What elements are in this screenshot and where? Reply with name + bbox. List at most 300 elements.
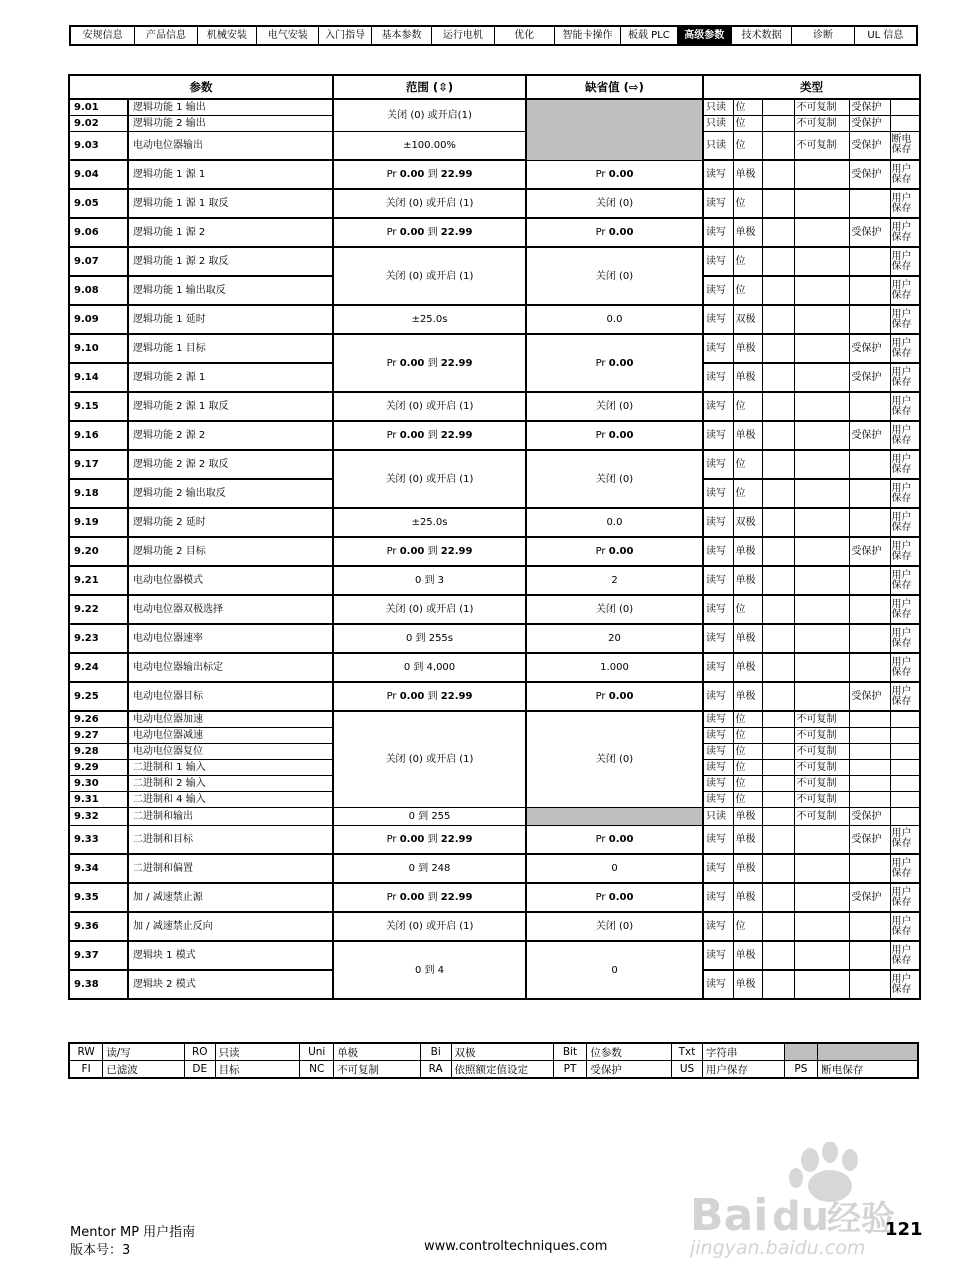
type-attribute	[890, 727, 920, 743]
nav-tab[interactable]: 基本参数	[372, 27, 432, 44]
pr-prefix: Pr	[386, 357, 397, 369]
type-attribute: 位	[733, 450, 762, 479]
type-attribute: 单极	[733, 421, 762, 450]
type-attribute: 受保护	[849, 131, 890, 160]
param-default: 关闭 (0)	[526, 189, 703, 218]
param-number: 9.20	[69, 537, 128, 566]
default-unavailable	[526, 99, 703, 160]
parameter-table	[68, 74, 921, 1000]
type-attribute: 单极	[733, 624, 762, 653]
param-name: 电动电位器输出标定	[128, 653, 333, 682]
type-attribute	[794, 276, 849, 305]
type-attribute	[762, 791, 794, 807]
param-name: 逻辑功能 1 源 1 取反	[128, 189, 333, 218]
param-range: 0 到 4	[333, 941, 526, 999]
type-attribute: 不可复制	[794, 791, 849, 807]
type-attribute: 读写	[703, 912, 733, 941]
param-range	[333, 334, 526, 392]
type-attribute	[762, 247, 794, 276]
type-attribute: 用户保存	[890, 508, 920, 537]
param-name: 电动电位器减速	[128, 727, 333, 743]
type-attribute: 单极	[733, 883, 762, 912]
type-attribute: 读写	[703, 791, 733, 807]
param-number: 9.02	[69, 115, 128, 131]
type-attribute: 读写	[703, 653, 733, 682]
type-attribute: 位	[733, 775, 762, 791]
param-name: 逻辑功能 2 输出	[128, 115, 333, 131]
type-attribute	[794, 392, 849, 421]
table-row	[69, 595, 920, 624]
legend-abbreviation: RO	[184, 1043, 215, 1061]
type-attribute: 单极	[733, 334, 762, 363]
type-attribute: 位	[733, 247, 762, 276]
type-attribute: 用户保存	[890, 421, 920, 450]
param-default	[526, 218, 703, 247]
svg-text:jingyan.baidu.com: jingyan.baidu.com	[690, 1237, 866, 1259]
type-attribute: 用户保存	[890, 825, 920, 854]
param-name: 逻辑功能 1 源 2 取反	[128, 247, 333, 276]
param-name: 逻辑功能 1 源 2	[128, 218, 333, 247]
param-name: 电动电位器复位	[128, 743, 333, 759]
type-attribute	[849, 508, 890, 537]
table-row	[69, 854, 920, 883]
type-attribute	[762, 759, 794, 775]
table-row	[69, 566, 920, 595]
type-attribute	[794, 825, 849, 854]
type-attribute: 不可复制	[794, 775, 849, 791]
legend-abbreviation: FI	[69, 1061, 103, 1079]
type-attribute: 受保护	[849, 825, 890, 854]
param-name: 电动电位器模式	[128, 566, 333, 595]
param-range	[333, 825, 526, 854]
type-attribute	[849, 305, 890, 334]
top-navigation	[69, 25, 918, 46]
pr-prefix: Pr	[595, 357, 606, 369]
type-attribute	[794, 854, 849, 883]
type-attribute: 位	[733, 115, 762, 131]
param-default: 关闭 (0)	[526, 711, 703, 807]
type-attribute	[849, 727, 890, 743]
param-range: ±25.0s	[333, 508, 526, 537]
param-number: 9.24	[69, 653, 128, 682]
pr-default: 0.00	[608, 357, 634, 369]
pr-max: 22.99	[440, 430, 473, 441]
param-default: 关闭 (0)	[526, 392, 703, 421]
type-attribute: 读写	[703, 508, 733, 537]
type-attribute	[890, 99, 920, 115]
pr-default: 0.00	[608, 833, 634, 845]
param-default	[526, 334, 703, 392]
param-range	[333, 160, 526, 189]
table-row	[69, 682, 920, 711]
param-number: 9.26	[69, 711, 128, 727]
param-number: 9.25	[69, 682, 128, 711]
type-attribute	[794, 189, 849, 218]
pr-prefix: Pr	[386, 430, 397, 441]
type-attribute	[794, 682, 849, 711]
type-attribute	[849, 941, 890, 970]
param-default: 0	[526, 941, 703, 999]
type-attribute	[849, 189, 890, 218]
legend-abbreviation: PT	[553, 1061, 587, 1079]
nav-tab[interactable]: 机械安装	[198, 27, 257, 44]
type-attribute: 读写	[703, 682, 733, 711]
param-name: 二进制和 2 输入	[128, 775, 333, 791]
pr-max: 22.99	[440, 892, 473, 903]
type-attribute	[890, 775, 920, 791]
pr-prefix: Pr	[386, 546, 397, 557]
type-attribute	[794, 334, 849, 363]
param-number: 9.36	[69, 912, 128, 941]
type-attribute	[762, 854, 794, 883]
type-attribute: 受保护	[849, 334, 890, 363]
legend-abbreviation: PS	[784, 1061, 818, 1079]
type-attribute	[762, 160, 794, 189]
type-attribute	[794, 479, 849, 508]
type-attribute	[849, 970, 890, 999]
pr-max: 22.99	[440, 691, 473, 702]
type-attribute: 受保护	[849, 682, 890, 711]
type-attribute: 读写	[703, 334, 733, 363]
param-name: 电动电位器输出	[128, 131, 333, 160]
param-range	[333, 421, 526, 450]
type-attribute	[794, 421, 849, 450]
type-attribute	[849, 653, 890, 682]
type-attribute: 单极	[733, 825, 762, 854]
svg-text:du: du	[772, 1194, 830, 1240]
type-attribute: 位	[733, 595, 762, 624]
footer-document-title: Mentor MP 用户指南	[70, 1225, 196, 1240]
type-attribute: 只读	[703, 99, 733, 115]
pr-min: 0.00	[399, 357, 425, 369]
pr-min: 0.00	[399, 691, 425, 702]
type-attribute: 位	[733, 99, 762, 115]
param-default: 0.0	[526, 305, 703, 334]
param-number: 9.05	[69, 189, 128, 218]
type-attribute	[762, 682, 794, 711]
nav-tab[interactable]: 优化	[495, 27, 555, 44]
page-number: 121	[885, 1219, 923, 1240]
type-attribute: 用户保存	[890, 912, 920, 941]
type-attribute: 位	[733, 276, 762, 305]
nav-tab[interactable]: 安规信息	[71, 27, 135, 44]
baidu-jingyan-watermark	[690, 1142, 905, 1260]
type-attribute	[762, 595, 794, 624]
legend-meaning: 双极	[451, 1043, 553, 1061]
type-attribute	[762, 363, 794, 392]
param-number: 9.22	[69, 595, 128, 624]
pr-max: 22.99	[440, 546, 473, 557]
pr-min: 0.00	[399, 169, 425, 180]
type-attribute	[762, 743, 794, 759]
table-row	[69, 537, 920, 566]
type-attribute	[762, 775, 794, 791]
type-attribute: 读写	[703, 450, 733, 479]
type-attribute: 受保护	[849, 363, 890, 392]
type-attribute: 读写	[703, 160, 733, 189]
nav-tab[interactable]: 电气安装	[257, 27, 319, 44]
param-number: 9.09	[69, 305, 128, 334]
legend-meaning: 字符串	[702, 1043, 784, 1061]
param-number: 9.04	[69, 160, 128, 189]
pr-max: 22.99	[440, 169, 473, 180]
param-name: 加 / 减速禁止反向	[128, 912, 333, 941]
param-range: 关闭 (0) 或开启 (1)	[333, 189, 526, 218]
type-attribute	[762, 912, 794, 941]
table-row	[69, 421, 920, 450]
param-range	[333, 682, 526, 711]
type-attribute: 用户保存	[890, 883, 920, 912]
type-attribute: 读写	[703, 479, 733, 508]
param-default	[526, 160, 703, 189]
type-attribute	[762, 883, 794, 912]
nav-tab[interactable]: 诊断	[792, 27, 854, 44]
param-number: 9.01	[69, 99, 128, 115]
type-attribute: 不可复制	[794, 807, 849, 825]
param-name: 逻辑功能 1 延时	[128, 305, 333, 334]
legend-blank	[818, 1043, 918, 1061]
pr-prefix: Pr	[595, 227, 606, 238]
type-attribute	[794, 653, 849, 682]
param-name: 逻辑功能 1 输出取反	[128, 276, 333, 305]
type-attribute: 用户保存	[890, 363, 920, 392]
table-row	[69, 941, 920, 970]
pr-prefix: Pr	[595, 892, 606, 903]
table-row	[69, 189, 920, 218]
type-attribute: 受保护	[849, 160, 890, 189]
param-number: 9.21	[69, 566, 128, 595]
nav-tab[interactable]: 技术数据	[732, 27, 792, 44]
pr-to: 到	[427, 169, 438, 180]
type-attribute: 用户保存	[890, 537, 920, 566]
type-attribute	[762, 727, 794, 743]
type-attribute	[890, 791, 920, 807]
pr-min: 0.00	[399, 833, 425, 845]
table-row	[69, 883, 920, 912]
type-attribute	[762, 566, 794, 595]
table-row	[69, 305, 920, 334]
legend-blank	[784, 1043, 818, 1061]
nav-tab[interactable]: 运行电机	[432, 27, 494, 44]
type-attribute	[849, 759, 890, 775]
type-attribute	[890, 759, 920, 775]
param-name: 逻辑功能 2 源 1	[128, 363, 333, 392]
param-range: ±100.00%	[333, 131, 526, 160]
param-name: 电动电位器双极选择	[128, 595, 333, 624]
type-attribute	[849, 392, 890, 421]
nav-tab[interactable]: 智能卡操作	[555, 27, 621, 44]
type-attribute: 读写	[703, 854, 733, 883]
type-attribute: 读写	[703, 743, 733, 759]
param-number: 9.29	[69, 759, 128, 775]
type-attribute: 用户保存	[890, 479, 920, 508]
legend-meaning: 用户保存	[702, 1061, 784, 1079]
nav-tab[interactable]: 高级参数	[678, 27, 732, 44]
type-attribute	[762, 99, 794, 115]
type-attribute	[794, 305, 849, 334]
table-row	[69, 450, 920, 479]
type-attribute: 单极	[733, 160, 762, 189]
pr-to: 到	[427, 892, 438, 903]
param-name: 逻辑功能 2 源 2 取反	[128, 450, 333, 479]
type-attribute	[794, 941, 849, 970]
type-attribute	[849, 276, 890, 305]
type-attribute	[794, 912, 849, 941]
pr-prefix: Pr	[386, 227, 397, 238]
type-attribute: 读写	[703, 883, 733, 912]
pr-prefix: Pr	[386, 169, 397, 180]
type-attribute	[762, 131, 794, 160]
type-attribute: 双极	[733, 508, 762, 537]
legend-abbreviation: RA	[420, 1061, 451, 1079]
type-attribute: 读写	[703, 247, 733, 276]
footer-url-link[interactable]: www.controltechniques.com	[424, 1239, 608, 1254]
table-row	[69, 653, 920, 682]
param-default: 0	[526, 854, 703, 883]
type-attribute: 位	[733, 791, 762, 807]
nav-tab[interactable]: UL 信息	[867, 30, 904, 41]
type-attribute	[762, 807, 794, 825]
param-range: 0 到 3	[333, 566, 526, 595]
param-range	[333, 537, 526, 566]
type-attribute: 不可复制	[794, 759, 849, 775]
pr-min: 0.00	[399, 430, 425, 441]
type-attribute: 不可复制	[794, 99, 849, 115]
type-attribute: 受保护	[849, 99, 890, 115]
nav-tab[interactable]: 产品信息	[135, 27, 197, 44]
default-unavailable	[526, 807, 703, 825]
type-attribute	[762, 421, 794, 450]
legend-row	[69, 1043, 918, 1061]
type-attribute: 读写	[703, 189, 733, 218]
legend-meaning: 读/写	[103, 1043, 185, 1061]
param-name: 二进制和目标	[128, 825, 333, 854]
type-attribute: 单极	[733, 218, 762, 247]
legend-abbreviation: Uni	[300, 1043, 334, 1061]
param-name: 逻辑功能 1 目标	[128, 334, 333, 363]
type-attribute: 不可复制	[794, 115, 849, 131]
type-attribute	[762, 392, 794, 421]
type-attribute: 读写	[703, 537, 733, 566]
type-attribute	[794, 970, 849, 999]
table-header-row	[69, 75, 920, 99]
param-default: 1.000	[526, 653, 703, 682]
type-attribute	[849, 711, 890, 727]
type-attribute: 读写	[703, 759, 733, 775]
type-attribute	[762, 653, 794, 682]
param-number: 9.15	[69, 392, 128, 421]
type-attribute	[890, 115, 920, 131]
pr-prefix: Pr	[595, 430, 606, 441]
param-number: 9.32	[69, 807, 128, 825]
pr-to: 到	[427, 691, 438, 702]
type-attribute	[849, 912, 890, 941]
type-attribute	[794, 624, 849, 653]
type-attribute	[794, 160, 849, 189]
table-row	[69, 825, 920, 854]
param-name: 逻辑功能 2 延时	[128, 508, 333, 537]
legend-abbreviation: NC	[300, 1061, 334, 1079]
type-attribute	[762, 711, 794, 727]
type-attribute	[794, 218, 849, 247]
type-attribute	[794, 247, 849, 276]
param-number: 9.38	[69, 970, 128, 999]
type-attribute: 单极	[733, 537, 762, 566]
type-attribute: 单极	[733, 653, 762, 682]
type-attribute: 读写	[703, 566, 733, 595]
type-attribute: 受保护	[849, 807, 890, 825]
param-range: 关闭 (0) 或开启 (1)	[333, 595, 526, 624]
type-attribute: 读写	[703, 218, 733, 247]
type-attribute: 双极	[733, 305, 762, 334]
type-attribute: 位	[733, 131, 762, 160]
param-number: 9.19	[69, 508, 128, 537]
type-attribute	[762, 479, 794, 508]
param-number: 9.23	[69, 624, 128, 653]
type-attribute: 用户保存	[890, 653, 920, 682]
nav-tab[interactable]: 入门指导	[319, 27, 371, 44]
param-range	[333, 218, 526, 247]
nav-tab[interactable]: 板载 PLC	[621, 27, 677, 44]
header-type: 类型	[703, 75, 920, 99]
pr-default: 0.00	[608, 430, 634, 441]
type-attribute	[794, 537, 849, 566]
type-attribute: 用户保存	[890, 392, 920, 421]
type-attribute: 用户保存	[890, 566, 920, 595]
type-attribute	[849, 624, 890, 653]
type-attribute: 受保护	[849, 218, 890, 247]
type-attribute: 用户保存	[890, 218, 920, 247]
pr-default: 0.00	[608, 691, 634, 702]
type-attribute: 受保护	[849, 537, 890, 566]
type-attribute: 单极	[733, 807, 762, 825]
param-name: 加 / 减速禁止源	[128, 883, 333, 912]
param-number: 9.16	[69, 421, 128, 450]
type-attribute: 位	[733, 912, 762, 941]
table-row	[69, 508, 920, 537]
param-number: 9.31	[69, 791, 128, 807]
type-attribute	[849, 247, 890, 276]
type-attribute: 用户保存	[890, 450, 920, 479]
param-range: 关闭 (0) 或开启 (1)	[333, 912, 526, 941]
type-attribute: 读写	[703, 775, 733, 791]
legend-abbreviation: RW	[69, 1043, 103, 1061]
type-attribute: 位	[733, 743, 762, 759]
type-attribute	[794, 595, 849, 624]
type-attribute: 受保护	[849, 421, 890, 450]
param-name: 二进制和 4 输入	[128, 791, 333, 807]
type-attribute	[849, 450, 890, 479]
pr-prefix: Pr	[595, 168, 606, 180]
param-name: 逻辑功能 2 目标	[128, 537, 333, 566]
param-number: 9.33	[69, 825, 128, 854]
pr-default: 0.00	[608, 227, 634, 238]
param-name: 逻辑功能 1 源 1	[128, 160, 333, 189]
type-attribute	[762, 276, 794, 305]
type-attribute	[762, 218, 794, 247]
type-attribute	[762, 537, 794, 566]
param-default: 关闭 (0)	[526, 912, 703, 941]
type-attribute	[849, 743, 890, 759]
pr-prefix: Pr	[595, 691, 606, 702]
type-attribute: 用户保存	[890, 189, 920, 218]
param-number: 9.14	[69, 363, 128, 392]
table-row	[69, 247, 920, 276]
type-attribute	[849, 566, 890, 595]
type-attribute: 不可复制	[794, 743, 849, 759]
table-row	[69, 912, 920, 941]
type-attribute: 用户保存	[890, 624, 920, 653]
